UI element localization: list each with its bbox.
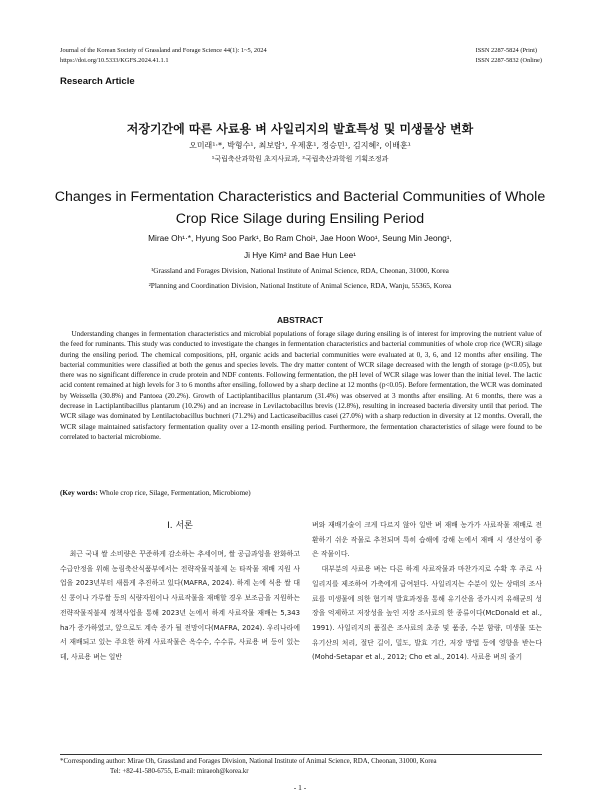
keywords [60, 489, 251, 497]
english-authors-line2: Ji Hye Kim² and Bae Hun Lee¹ [243, 250, 357, 260]
issn-block [476, 46, 542, 65]
doi-link[interactable]: https://doi.org/10.5333/KGFS.2024.41.1.1 [60, 56, 169, 64]
intro-paragraph-2: 대부분의 사료용 벼는 다른 하계 사료작물과 마찬가지로 수확 후 주로 사일리지를 제조하여 가축에게 급여된다. 사일리지는 수분이 있는 상태의 조사료를 미생물에 의한 혐기적 발효과정을 통해 유기산을 증가시켜 유해균의 성장을 억제하고 저장성을 높인 저장 조사료의 한 종류이다(McDonald et al., 1991). 사일리지의 품질은 조사료의 초종 및 품종, 수분 함량, 미생물 또는 유기산의 처리, 절단 길이, 밀도, 발효 기간, 저장 방법 등에 영향을 받는다(Mohd-Setapar et al., 2012; Cho et al., 2014). 사료용 벼의 줄기 [312, 565, 542, 662]
english-title [0, 186, 600, 230]
journal-citation: Journal of the Korean Society of Grassland and Forage Science 44(1): 1~5, 2024 [60, 47, 267, 54]
english-title-line1: Changes in Fermentation Characteristics and Bacterial Communities of Whole [54, 189, 546, 205]
issn-online: ISSN 2287-5832 (Online) [475, 56, 542, 64]
korean-title: 저장기간에 따른 사료용 벼 사일리지의 발효특성 및 미생물상 변화 [126, 122, 474, 136]
page-number: - 1 - [293, 783, 307, 792]
english-affiliations [0, 263, 600, 293]
journal-header [60, 46, 267, 65]
abstract-text: Understanding changes in fermentation characteristics and microbial populations of forage silage during ensiling is of interest for improving the nutrient value of the feed for ruminants. This study was conducted to investigate the changes in fermentation characteristics and bacterial communities of whole crop rice (WCR) silage during the ensiling period. The chemical compositions, pH, organic acids and bacterial communities were evaluated at 0, 3, 6, and 12 months after ensiling. The bacterial communities were classified at both the genus and species levels. The dry matter content of WCR silage decreased with the length of storage (p<0.05), but there was no significant difference in crude protein and NDF contents. Following fermentation, the pH level of WCR silage was lower than the initial level. The lactic acid content remained at high levels for 3 to 6 months after ensiling, followed by a sharp decline at 12 months (p<0.05). Before fermentation, the WCR was dominated by Weissella (30.8%) and Pantoea (20.2%). Growth of Lactiplantibacillus plantarum (31.4%) was observed at 3 months after ensiling. At 6 months, there was a decrease in Lactiplantibacillus plantarum (10.2%) and an increase in Levilactobacillus brevis (12.8%), resulting in increased bacteria diversity until that period. The WCR silage was dominated by Lentilactobacillus buchneri (71.2%) and Lacticaseibacillus casei (27.0%) with a sharp reduction in diversity at 12 months. Overall, the WCR silage maintained satisfactory fermentation quality over a 12-month ensiling period. Furthermore, the fermentation characteristics of silage were found to be correlated to bacterial microbiome. [60, 330, 542, 441]
english-title-line2: Crop Rice Silage during Ensiling Period [175, 211, 425, 227]
english-authors [0, 230, 600, 264]
corresponding-author-footnote [60, 757, 542, 777]
section-heading-introduction: Ⅰ. 서론 [167, 521, 193, 531]
intro-column-left: 최근 국내 쌀 소비량은 꾸준하게 감소하는 추세이며, 쌀 공급과잉을 완화하고 수급안정을 위해 농림축산식품부에서는 전략작물직불제 논 타작물 재배 지원 사업을 2023년부터 새롭게 추진하고 있다(MAFRA, 2024). 하계 논에 식용 쌀 대신 콩이나 가루쌀 등의 식량자원이나 사료작물을 재배할 경우 보조금을 지원하는 전략작물직불제 정책사업을 통해 2023년 논에서 하계 사료작물 재배는 5,343 ha가 증가하였고, 앞으로도 계속 증가 될 전망이다(MAFRA, 2024). 우리나라에서 재배되고 있는 주요한 하계 사료작물은 옥수수, 수수류, 사료용 벼 등이 있는데, 사료용 벼는 일반 [60, 550, 300, 661]
footnote-contact: Tel: +82-41-580-6755, E-mail: miraeoh@korea.kr [110, 768, 249, 775]
keywords-list: Whole crop rice, Silage, Fermentation, Microbiome) [97, 489, 251, 497]
english-authors-line1: Mirae Oh¹·*, Hyung Soo Park¹, Bo Ram Choi¹, Jae Hoon Woo¹, Seung Min Jeong¹, [148, 233, 452, 243]
abstract-heading: ABSTRACT [276, 315, 324, 325]
korean-affiliations: ¹국립축산과학원 초지사료과, ²국립축산과학원 기획조정과 [211, 155, 389, 163]
article-type: Research Article [60, 76, 135, 87]
issn-print: ISSN 2287-5824 (Print) [475, 47, 538, 54]
intro-column-right [312, 518, 542, 665]
keywords-label: (Key words: [60, 489, 98, 497]
korean-authors: 오미래¹·*, 박형수¹, 최보람¹, 우제훈¹, 정승민¹, 김지혜², 이배훈¹ [189, 141, 411, 150]
footnote-divider [60, 754, 542, 755]
intro-paragraph-continued: 벼와 재배기술이 크게 다르지 않아 일반 벼 재배 농가가 사료작물 재배로 전환하기 쉬운 작물로 추천되며 특히 습해에 강해 논에서 재배 시 생산성이 좋은 작물이다. [312, 521, 542, 559]
affiliation-1: ¹Grassland and Forages Division, National Institute of Animal Science, RDA, Cheonan, 31000, Korea [151, 266, 449, 275]
affiliation-2: ²Planning and Coordination Division, National Institute of Animal Science, RDA, Wanju, 55365, Korea [148, 281, 452, 290]
footnote-line1: *Corresponding author: Mirae Oh, Grassland and Forages Division, National Institute of Animal Science, RDA, Cheonan, 31000, Korea [60, 758, 437, 765]
